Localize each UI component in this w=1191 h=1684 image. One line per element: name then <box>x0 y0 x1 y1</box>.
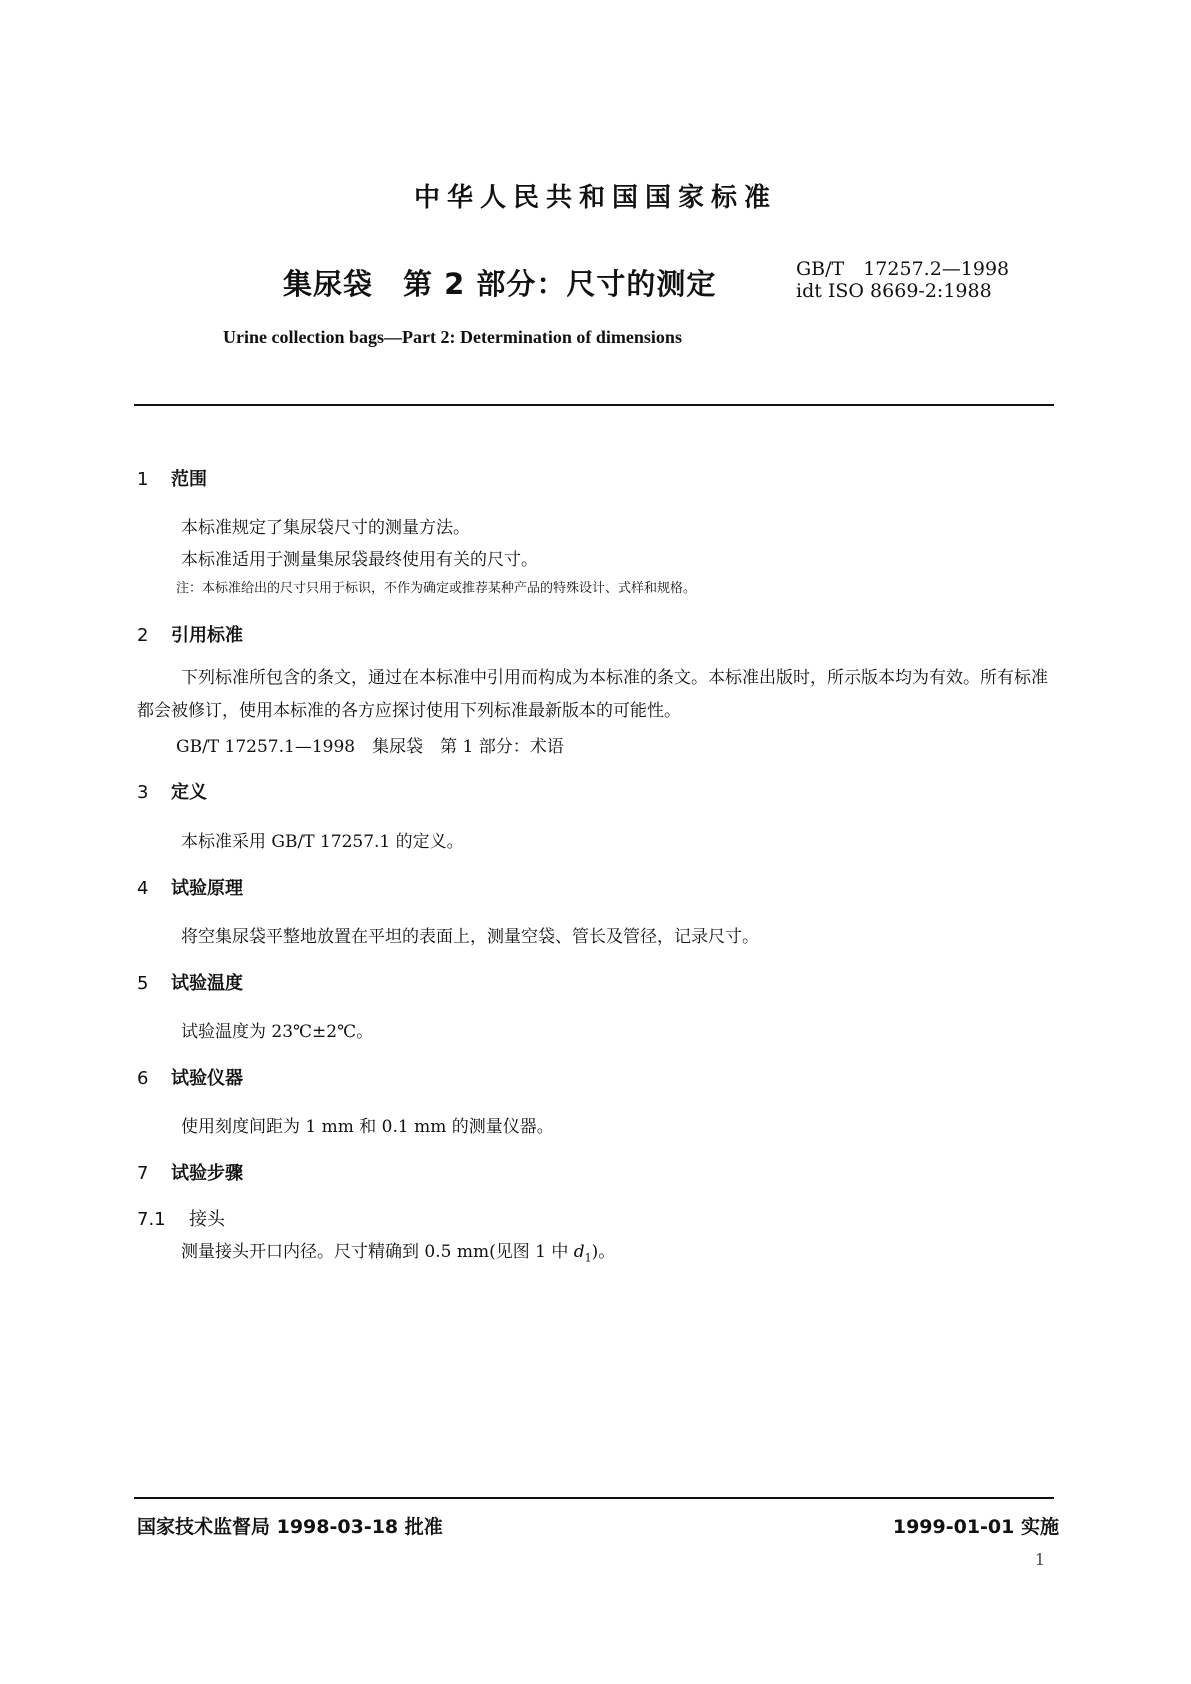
section-3-heading <box>137 778 207 804</box>
idt-reference: idt ISO 8669-2:1988 <box>796 280 992 302</box>
section-title: 范围 <box>171 469 207 490</box>
section-1-para-1: 本标准规定了集尿袋尺寸的测量方法。 <box>181 518 470 538</box>
standard-number-block <box>796 258 1009 302</box>
section-7-heading <box>137 1159 243 1185</box>
section-6-para-1: 使用刻度间距为 1 mm 和 0.1 mm 的测量仪器。 <box>181 1117 554 1137</box>
subsection-title: 接头 <box>189 1209 225 1230</box>
subsection-7-1-heading <box>137 1205 225 1231</box>
section-title: 试验仪器 <box>171 1068 243 1089</box>
section-title: 定义 <box>171 782 207 803</box>
subsection-number: 7.1 <box>137 1209 166 1230</box>
variable-subscript: 1 <box>584 1251 592 1265</box>
effective-date: 1999-01-01 实施 <box>892 1516 1059 1538</box>
section-4-heading <box>137 874 243 900</box>
section-title: 引用标准 <box>171 625 243 646</box>
section-2-heading <box>137 621 243 647</box>
section-number: 3 <box>137 782 149 803</box>
section-2-reference: GB/T 17257.1—1998 集尿袋 第 1 部分：术语 <box>176 737 564 757</box>
page-number: 1 <box>1034 1550 1045 1569</box>
document-title-cn: 集尿袋 第 2 部分：尺寸的测定 <box>283 267 717 301</box>
section-1-note: 注：本标准给出的尺寸只用于标识，不作为确定或推荐某种产品的特殊设计、式样和规格。 <box>176 581 697 596</box>
variable-d: d <box>573 1242 585 1262</box>
section-number: 7 <box>137 1163 149 1184</box>
section-1-heading <box>137 465 207 491</box>
section-5-para-1: 试验温度为 23℃±2℃。 <box>181 1022 374 1042</box>
section-number: 2 <box>137 625 149 646</box>
national-standard-heading: 中华人民共和国国家标准 <box>413 183 777 213</box>
para-text-end: )。 <box>591 1242 616 1262</box>
section-number: 4 <box>137 878 149 899</box>
section-number: 5 <box>137 973 149 994</box>
standard-number: GB/T 17257.2—1998 <box>796 258 1010 280</box>
section-number: 1 <box>137 469 149 490</box>
section-4-para-1: 将空集尿袋平整地放置在平坦的表面上，测量空袋、管长及管径，记录尺寸。 <box>181 927 759 947</box>
approval-date: 国家技术监督局 1998-03-18 批准 <box>137 1516 443 1538</box>
section-6-heading <box>137 1064 243 1090</box>
section-3-para-1: 本标准采用 GB/T 17257.1 的定义。 <box>181 832 464 852</box>
section-5-heading <box>137 969 243 995</box>
section-1-para-2: 本标准适用于测量集尿袋最终使用有关的尺寸。 <box>181 550 538 570</box>
section-title: 试验温度 <box>171 973 243 994</box>
para-text: 测量接头开口内径。尺寸精确到 0.5 mm(见图 1 中 <box>181 1242 574 1262</box>
section-number: 6 <box>137 1068 149 1089</box>
section-2-para-1: 下列标准所包含的条文，通过在本标准中引用而构成为本标准的条文。本标准出版时，所示版本均为有效。所有标准都会被修订，使用本标准的各方应探讨使用下列标准最新版本的可能性。 <box>137 668 1048 721</box>
section-title: 试验原理 <box>171 878 243 899</box>
section-title: 试验步骤 <box>171 1163 243 1184</box>
subsection-7-1-para-1 <box>181 1237 615 1264</box>
header-divider <box>134 404 1054 406</box>
document-title-en: Urine collection bags—Part 2: Determination of dimensions <box>223 327 682 347</box>
footer-divider <box>134 1497 1054 1499</box>
